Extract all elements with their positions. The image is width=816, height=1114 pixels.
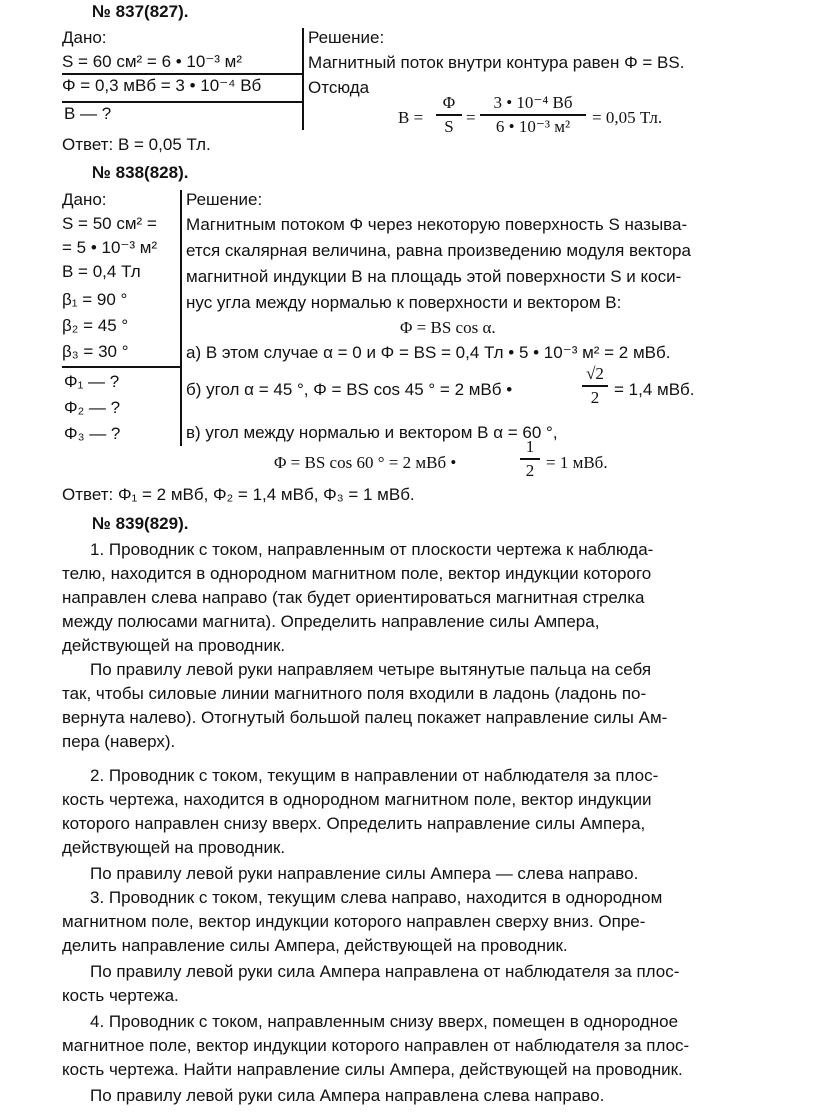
problem-839-heading: № 839(829). — [92, 514, 189, 533]
separator-838 — [180, 190, 182, 446]
separator-837 — [302, 28, 304, 130]
answer-1-line: пера (наверх). — [62, 732, 176, 751]
find-divider-838 — [62, 366, 180, 368]
question-2 — [62, 764, 752, 860]
formula-837-eq: = — [466, 108, 476, 127]
case-c-838-result: = 1 мВб. — [546, 453, 608, 472]
find-838-0: Φ₁ — ? — [64, 372, 120, 391]
question-2-line: 2. Проводник с током, текущим в направлении от наблюдателя за плос- — [90, 766, 659, 785]
question-1-line: 1. Проводник с током, направленным от плоскости чертежа к наблюда- — [90, 540, 654, 559]
problem-837-heading: № 837(827). — [92, 2, 189, 21]
question-1-line: направлен слева направо (так будет ориентироваться магнитная стрелка — [62, 588, 645, 607]
given-838-0: S = 50 см² = — [62, 214, 157, 233]
answer-1 — [62, 658, 752, 754]
question-1-line: действующей на проводник. — [62, 636, 286, 655]
fraction-837-a-den: S — [444, 117, 454, 136]
answer-1-line: По правилу левой руки направляем четыре вытянутые пальца на себя — [90, 660, 652, 679]
question-4-line: 4. Проводник с током, направленным снизу вверх, помещен в однородное — [90, 1012, 679, 1031]
answer-837: Ответ: B = 0,05 Тл. — [62, 135, 211, 154]
fraction-838-b-den: 2 — [590, 388, 600, 407]
answer-4 — [62, 1084, 752, 1108]
case-b-838: б) угол α = 45 °, Φ = BS cos 45 ° = 2 мВб • — [186, 380, 513, 399]
find-837: B — ? — [64, 104, 112, 123]
given-837-area: S = 60 см² = 6 • 10⁻³ м² — [62, 52, 243, 71]
question-4 — [62, 1010, 752, 1082]
solution-838-line: нус угла между нормалью к поверхности и вектором B: — [186, 293, 622, 312]
solution-838-line: ется скалярная величина, равна произведению модуля вектора — [186, 241, 691, 260]
fraction-837-b-num: 3 • 10⁻⁴ Вб — [493, 93, 573, 112]
find-divider-837 — [62, 101, 302, 103]
fraction-838-c-num: 1 — [525, 437, 535, 456]
find-838-2: Φ₃ — ? — [64, 424, 121, 443]
answer-3-line: кость чертежа. — [62, 986, 179, 1005]
formula-837-result: = 0,05 Тл. — [592, 108, 663, 127]
case-b-838-result: = 1,4 мВб. — [614, 380, 695, 399]
problem-838-heading: № 838(828). — [92, 163, 189, 182]
given-838-4: β₂ = 45 ° — [62, 316, 129, 335]
solution-837-line2: Отсюда — [308, 78, 370, 97]
given-838-2: B = 0,4 Тл — [62, 262, 141, 281]
answer-2-line: По правилу левой руки направление силы Ампера — слева направо. — [90, 864, 639, 883]
answer-838: Ответ: Φ₁ = 2 мВб, Φ₂ = 1,4 мВб, Φ₃ = 1 мВб. — [62, 485, 415, 504]
fraction-838-c-den: 2 — [525, 461, 535, 480]
fraction-837-b — [480, 93, 586, 137]
solution-838-line: Магнитным потоком Φ через некоторую поверхность S называ- — [186, 215, 688, 234]
question-4-line: кость чертежа. Найти направление силы Ампера, действующей на проводник. — [62, 1060, 683, 1079]
case-c-838: в) угол между нормалью и вектором B α = 60 °, — [186, 423, 558, 442]
answer-3 — [62, 960, 752, 1008]
question-1-line: между полюсами магнита). Определить направление силы Ампера, — [62, 612, 600, 631]
fraction-838-b — [582, 364, 608, 408]
given-divider-837 — [62, 73, 302, 75]
question-3-line: 3. Проводник с током, текущим слева направо, находится в однородном — [90, 888, 663, 907]
case-a-838: а) В этом случае α = 0 и Φ = BS = 0,4 Тл • 5 • 10⁻³ м² = 2 мВб. — [186, 343, 671, 362]
question-4-line: магнитное поле, вектор индукции которого направлен от наблюдателя за плос- — [62, 1036, 690, 1055]
solution-label-837: Решение: — [308, 28, 385, 47]
question-3-line: делить направление силы Ампера, действующей на проводник. — [62, 936, 568, 955]
formula-838-main: Φ = BS cos α. — [400, 318, 496, 337]
case-c-838-formula: Φ = BS cos 60 ° = 2 мВб • — [274, 453, 457, 472]
given-838-3: β₁ = 90 ° — [62, 290, 128, 309]
fraction-837-a — [436, 93, 462, 137]
formula-837-lhs: B = — [398, 108, 424, 127]
fraction-837-a-num: Φ — [442, 93, 456, 112]
question-1 — [62, 538, 752, 658]
given-837-flux: Φ = 0,3 мВб = 3 • 10⁻⁴ Вб — [62, 76, 262, 95]
solution-838-line: магнитной индукции B на площадь этой поверхности S и коси- — [186, 267, 682, 286]
question-3-line: магнитном поле, вектор индукции которого направлен сверху вниз. Опре- — [62, 912, 646, 931]
question-3 — [62, 886, 752, 958]
find-838-1: Φ₂ — ? — [64, 398, 121, 417]
given-label-838: Дано: — [62, 190, 107, 209]
fraction-838-b-num: √2 — [586, 364, 604, 383]
solution-label-838: Решение: — [186, 190, 263, 209]
answer-2 — [62, 862, 752, 886]
given-label-837: Дано: — [62, 28, 107, 47]
given-838-1: = 5 • 10⁻³ м² — [62, 238, 158, 257]
question-2-line: действующей на проводник. — [62, 838, 286, 857]
question-2-line: которого направлен снизу вверх. Определить направление силы Ампера, — [62, 814, 646, 833]
fraction-837-b-den: 6 • 10⁻³ м² — [495, 117, 571, 136]
answer-3-line: По правилу левой руки сила Ампера направлена от наблюдателя за плос- — [90, 962, 680, 981]
given-838-5: β₃ = 30 ° — [62, 342, 129, 361]
question-1-line: телю, находится в однородном магнитном поле, вектор индукции которого — [62, 564, 652, 583]
question-2-line: кость чертежа, находится в однородном магнитном поле, вектор индукции — [62, 790, 652, 809]
solution-837-line1: Магнитный поток внутри контура равен Φ = BS. — [308, 53, 685, 72]
fraction-838-c — [520, 437, 540, 481]
answer-1-line: так, чтобы силовые линии магнитного поля входили в ладонь (ладонь по- — [62, 684, 647, 703]
answer-1-line: вернута налево). Отогнутый большой палец покажет направление силы Ам- — [62, 708, 668, 727]
answer-4-line: По правилу левой руки сила Ампера направлена слева направо. — [90, 1086, 605, 1105]
